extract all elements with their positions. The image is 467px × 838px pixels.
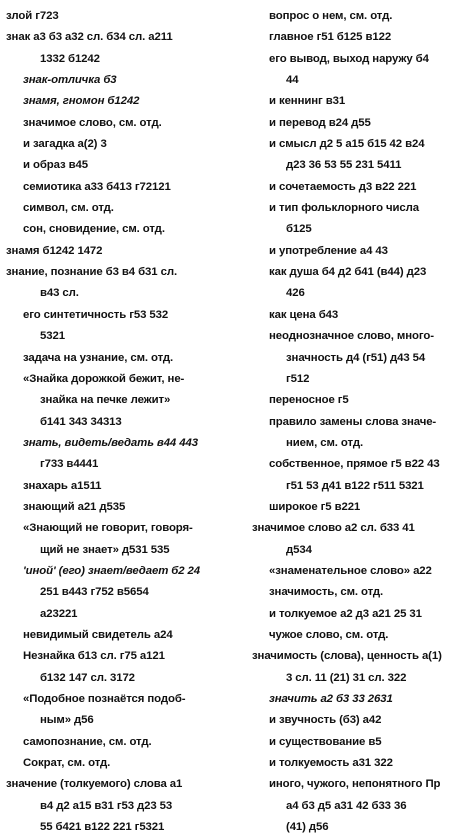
- index-entry-line: значить а2 б3 33 2631: [269, 693, 393, 705]
- index-entry-line: семиотика а33 б413 г72121: [23, 180, 171, 193]
- index-entry-line: 426: [286, 287, 305, 300]
- index-entry-line: знак-отличка б3: [23, 74, 117, 87]
- index-entry-line: значимое слово а2 сл. б33 41: [252, 522, 415, 535]
- index-entry-line: его вывод, выход наружу б4: [269, 52, 429, 65]
- index-entry-line: знак а3 б3 а32 сл. б34 сл. а211: [6, 31, 173, 44]
- index-entry-line: неоднозначное слово, много-: [269, 330, 434, 343]
- index-entry-line: широкое г5 в221: [269, 500, 361, 513]
- index-entry-line: 44: [286, 74, 299, 87]
- index-entry-line: «знаменательное слово» а22: [269, 564, 432, 577]
- index-entry-line: и образ в45: [23, 159, 88, 172]
- index-entry-line: вопрос о нем, см. отд.: [269, 10, 393, 22]
- index-entry-line: г733 в4441: [40, 458, 99, 471]
- index-entry-line: и существование в5: [269, 735, 382, 748]
- index-entry-line: и смысл д2 5 а15 б15 42 в24: [269, 138, 425, 151]
- index-entry-line: Сократ, см. отд.: [23, 757, 111, 770]
- index-entry-line: г512: [286, 372, 310, 385]
- index-entry-line: а4 б3 д5 а31 42 б33 36: [286, 799, 407, 812]
- index-entry-line: значимость, см. отд.: [269, 586, 384, 599]
- index-entry-line: как цена б43: [269, 308, 339, 321]
- index-entry-line: знайка на печке лежит»: [40, 394, 171, 407]
- index-entry-line: Незнайка б13 сл. г75 а121: [23, 650, 165, 663]
- index-entry-line: д534: [286, 543, 312, 556]
- index-entry-line: а23221: [40, 607, 78, 620]
- index-entry-line: знать, видеть/ведать в44 443: [23, 436, 198, 449]
- index-entry-line: знающий а21 д535: [23, 500, 126, 513]
- index-entry-line: 'иной' (его) знает/ведает б2 24: [23, 564, 201, 577]
- index-entry-line: щий не знает» д531 535: [40, 543, 170, 556]
- index-entry-line: иного, чужого, непонятного Пр: [269, 778, 441, 791]
- index-entry-line: б125: [286, 223, 312, 236]
- index-entry-line: правило замены слова значе-: [269, 415, 437, 428]
- index-entry-line: и перевод в24 д55: [269, 116, 371, 129]
- index-entry-line: и сочетаемость д3 в22 221: [269, 180, 417, 193]
- index-entry-line: значность д4 (г51) д43 54: [286, 351, 426, 364]
- index-entry-line: б132 147 сл. 3172: [40, 671, 135, 684]
- index-entry-line: невидимый свидетель а24: [23, 628, 173, 641]
- index-right-column: [252, 6, 464, 838]
- index-entry-line: и толкуемое а2 д3 а21 25 31: [269, 607, 422, 620]
- index-entry-line: и толкуемость а31 322: [269, 757, 393, 770]
- index-entry-line: знание, познание б3 в4 б31 сл.: [6, 266, 178, 279]
- index-entry-line: символ, см. отд.: [23, 202, 114, 215]
- index-entry-line: его синтетичность г53 532: [23, 308, 169, 321]
- index-entry-line: г51 53 д41 в122 г511 5321: [286, 479, 424, 492]
- index-entry-line: и кеннинг в31: [269, 95, 346, 108]
- index-entry-line: и загадка а(2) 3: [23, 138, 107, 151]
- index-entry-line: б141 343 34313: [40, 415, 122, 428]
- index-entry-line: в4 д2 а15 в31 г53 д23 53: [40, 799, 173, 812]
- index-entry-line: злой г723: [6, 10, 59, 22]
- index-entry-line: главное г51 б125 в122: [269, 31, 392, 44]
- index-entry-line: значение (толкуемого) слова а1: [6, 778, 183, 791]
- index-entry-line: 1332 б1242: [40, 52, 100, 65]
- index-left-column: [6, 6, 246, 838]
- index-entry-line: переносное г5: [269, 394, 349, 407]
- index-entry-line: задача на узнание, см. отд.: [23, 351, 174, 364]
- index-entry-line: самопознание, см. отд.: [23, 735, 152, 748]
- index-entry-line: знахарь а1511: [23, 479, 102, 492]
- index-entry-line: и звучность (б3) а42: [269, 714, 382, 727]
- index-entry-line: как душа б4 д2 б41 (в44) д23: [269, 266, 427, 279]
- index-entry-line: (41) д56: [286, 821, 329, 834]
- index-entry-line: «Знайка дорожкой бежит, не-: [23, 372, 185, 385]
- index-entry-line: значимость (слова), ценность а(1): [252, 650, 442, 663]
- index-entry-line: собственное, прямое г5 в22 43: [269, 458, 440, 471]
- index-entry-line: 5321: [40, 330, 65, 343]
- index-entry-line: и тип фольклорного числа: [269, 202, 420, 215]
- index-entry-line: знамя б1242 1472: [6, 244, 103, 257]
- index-entry-line: «Подобное познаётся подоб-: [23, 693, 186, 705]
- index-entry-line: 251 в443 г752 в5654: [40, 586, 149, 599]
- index-entry-line: ным» д56: [40, 714, 94, 727]
- index-entry-line: 55 б421 в122 221 г5321: [40, 821, 165, 834]
- index-entry-line: сон, сновидение, см. отд.: [23, 223, 165, 236]
- index-entry-line: знамя, гномон б1242: [23, 95, 140, 108]
- index-entry-line: д23 36 53 55 231 5411: [286, 159, 402, 172]
- index-entry-line: чужое слово, см. отд.: [269, 628, 389, 641]
- index-entry-line: значимое слово, см. отд.: [23, 116, 162, 129]
- index-entry-line: 3 сл. 11 (21) 31 сл. 322: [286, 671, 407, 684]
- index-entry-line: «Знающий не говорит, говоря-: [23, 522, 193, 535]
- index-entry-line: в43 сл.: [40, 287, 79, 300]
- index-entry-line: и употребление а4 43: [269, 244, 388, 257]
- index-entry-line: нием, см. отд.: [286, 436, 364, 449]
